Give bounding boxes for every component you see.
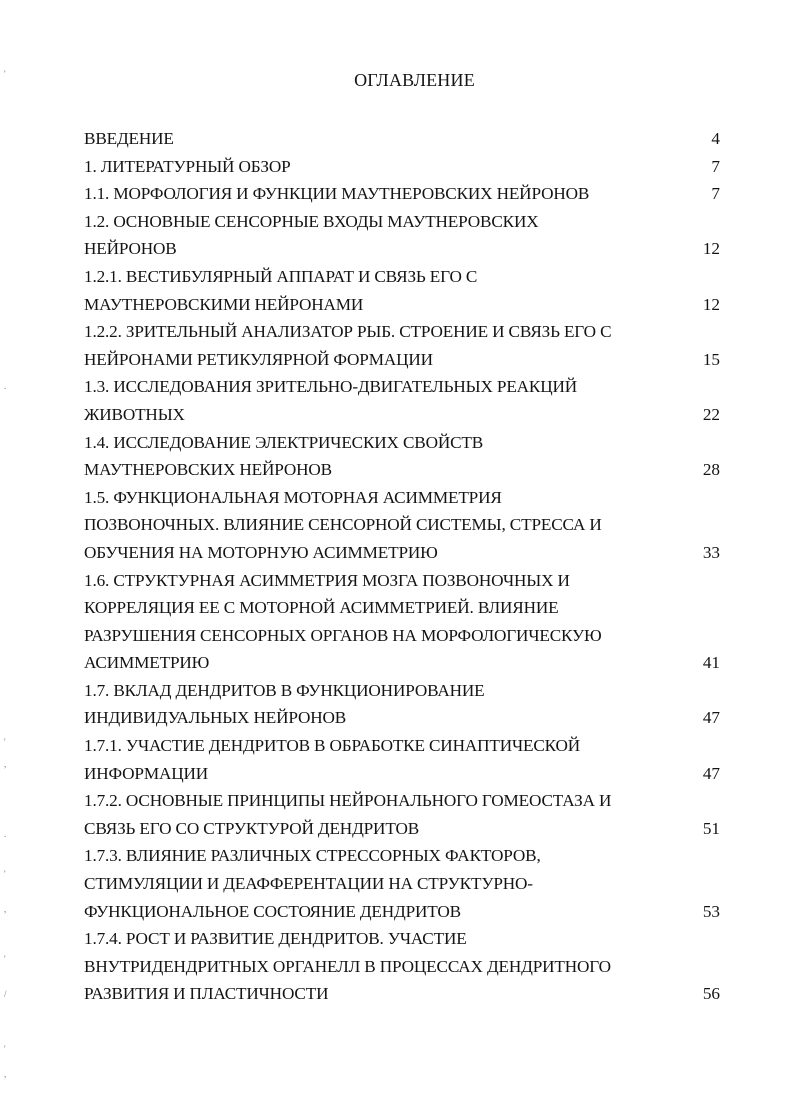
toc-entry: [84, 787, 724, 842]
toc-entry: [84, 263, 724, 318]
scan-speck: ,: [4, 1069, 7, 1079]
toc-entry-title: 1.4. ИССЛЕДОВАНИЕ ЭЛЕКТРИЧЕСКИХ СВОЙСТВ МАУТНЕРОВСКИХ НЕЙРОНОВ: [84, 432, 484, 480]
toc-entry-title: 1.7.3. ВЛИЯНИЕ РАЗЛИЧНЫХ СТРЕССОРНЫХ ФАКТОРОВ, СТИМУЛЯЦИИ И ДЕАФФЕРЕНТАЦИИ НА СТРУКТУРНО- ФУНКЦИОНАЛЬНОЕ СОСТОЯНИЕ ДЕНДРИТОВ: [84, 846, 541, 921]
toc-entry-title: 1.1. МОРФОЛОГИЯ И ФУНКЦИИ МАУТНЕРОВСКИХ НЕЙРОНОВ: [84, 184, 590, 204]
toc-entry-page: 41: [702, 653, 720, 673]
scan-speck: ': [4, 869, 6, 879]
scan-speck: ,: [4, 759, 7, 769]
toc-entry-page: 47: [702, 708, 720, 728]
toc-entry-title: ВВЕДЕНИЕ: [84, 129, 174, 148]
toc-entry-title: 1.7.1. УЧАСТИЕ ДЕНДРИТОВ В ОБРАБОТКЕ СИНАПТИЧЕСКОЙ ИНФОРМАЦИИ: [84, 736, 581, 783]
toc-entry: [84, 153, 724, 181]
toc-entry-page: 53: [702, 901, 720, 921]
scan-speck: ': [4, 737, 6, 747]
toc-entry-page: 47: [702, 763, 720, 783]
toc-entry-page: 12: [702, 239, 720, 259]
scan-speck: ': [4, 69, 6, 79]
scan-speck: ': [4, 1044, 6, 1054]
toc-entry-page: 56: [702, 984, 720, 1004]
toc-entry: [84, 842, 724, 925]
toc-entry-page: 28: [702, 460, 720, 480]
toc-entry: [84, 429, 724, 484]
toc-entry-page: 7: [711, 156, 720, 176]
toc-entry-title: 1.2.2. ЗРИТЕЛЬНЫЙ АНАЛИЗАТОР РЫБ. СТРОЕНИЕ И СВЯЗЬ ЕГО С НЕЙРОНАМИ РЕТИКУЛЯРНОЙ ФОРМАЦИИ: [84, 322, 612, 369]
toc-entry-page: 15: [702, 349, 720, 369]
scan-speck: .: [4, 829, 7, 839]
toc-entry: [84, 925, 724, 1008]
toc-entry-title: 1.7.2. ОСНОВНЫЕ ПРИНЦИПЫ НЕЙРОНАЛЬНОГО ГОМЕОСТАЗА И СВЯЗЬ ЕГО СО СТРУКТУРОЙ ДЕНДРИТОВ: [84, 791, 612, 838]
scan-speck: /: [4, 989, 7, 999]
toc-entry: [84, 732, 724, 787]
toc-entry-title: 1.2. ОСНОВНЫЕ СЕНСОРНЫЕ ВХОДЫ МАУТНЕРОВСКИХ НЕЙРОНОВ: [84, 211, 539, 259]
toc-entry-title: 1.3. ИССЛЕДОВАНИЯ ЗРИТЕЛЬНО-ДВИГАТЕЛЬНЫХ РЕАКЦИЙ ЖИВОТНЫХ: [84, 377, 578, 424]
toc-entry: [84, 208, 724, 263]
toc-entry: [84, 373, 724, 428]
scan-margin-marks: [4, 0, 14, 1106]
toc-entry: [84, 318, 724, 373]
toc-entry: [84, 125, 724, 153]
toc-entry-title: 1.7.4. РОСТ И РАЗВИТИЕ ДЕНДРИТОВ. УЧАСТИЕ ВНУТРИДЕНДРИТНЫХ ОРГАНЕЛЛ В ПРОЦЕССАХ ДЕНДРИТНОГО РАЗВИТИЯ И ПЛАСТИЧНОСТИ: [84, 929, 611, 1004]
toc-entry: [84, 484, 724, 567]
scan-speck: ,: [4, 904, 7, 914]
toc-entry-title: 1.6. СТРУКТУРНАЯ АСИММЕТРИЯ МОЗГА ПОЗВОНОЧНЫХ И КОРРЕЛЯЦИЯ ЕЕ С МОТОРНОЙ АСИММЕТРИЕЙ. ВЛИЯНИЕ РАЗРУШЕНИЯ СЕНСОРНЫХ ОРГАНОВ НА МОРФОЛОГИЧЕСКУЮ АСИММЕТРИЮ: [84, 570, 602, 673]
toc-entry: [84, 567, 724, 677]
scan-speck: ': [4, 954, 6, 964]
toc-entry-page: 51: [702, 818, 720, 838]
toc-entry-title: 1.7. ВКЛАД ДЕНДРИТОВ В ФУНКЦИОНИРОВАНИЕ ИНДИВИДУАЛЬНЫХ НЕЙРОНОВ: [84, 680, 485, 728]
table-of-contents: [84, 125, 724, 1008]
toc-entry-page: 12: [702, 294, 720, 314]
toc-entry-title: 1. ЛИТЕРАТУРНЫЙ ОБЗОР: [84, 156, 291, 176]
toc-entry-page: 4: [711, 129, 720, 148]
toc-entry: [84, 180, 724, 208]
toc-entry: [84, 677, 724, 732]
scan-speck: .: [4, 381, 7, 391]
toc-entry-page: 7: [711, 184, 720, 204]
toc-entry-page: 33: [702, 542, 720, 562]
toc-entry-title: 1.5. ФУНКЦИОНАЛЬНАЯ МОТОРНАЯ АСИММЕТРИЯ ПОЗВОНОЧНЫХ. ВЛИЯНИЕ СЕНСОРНОЙ СИСТЕМЫ, СТРЕССА И ОБУЧЕНИЯ НА МОТОРНУЮ АСИММЕТРИЮ: [84, 487, 602, 562]
toc-entry-title: 1.2.1. ВЕСТИБУЛЯРНЫЙ АППАРАТ И СВЯЗЬ ЕГО С МАУТНЕРОВСКИМИ НЕЙРОНАМИ: [84, 266, 478, 314]
toc-entry-page: 22: [702, 404, 720, 424]
page-title: ОГЛАВЛЕНИЕ: [354, 70, 475, 90]
